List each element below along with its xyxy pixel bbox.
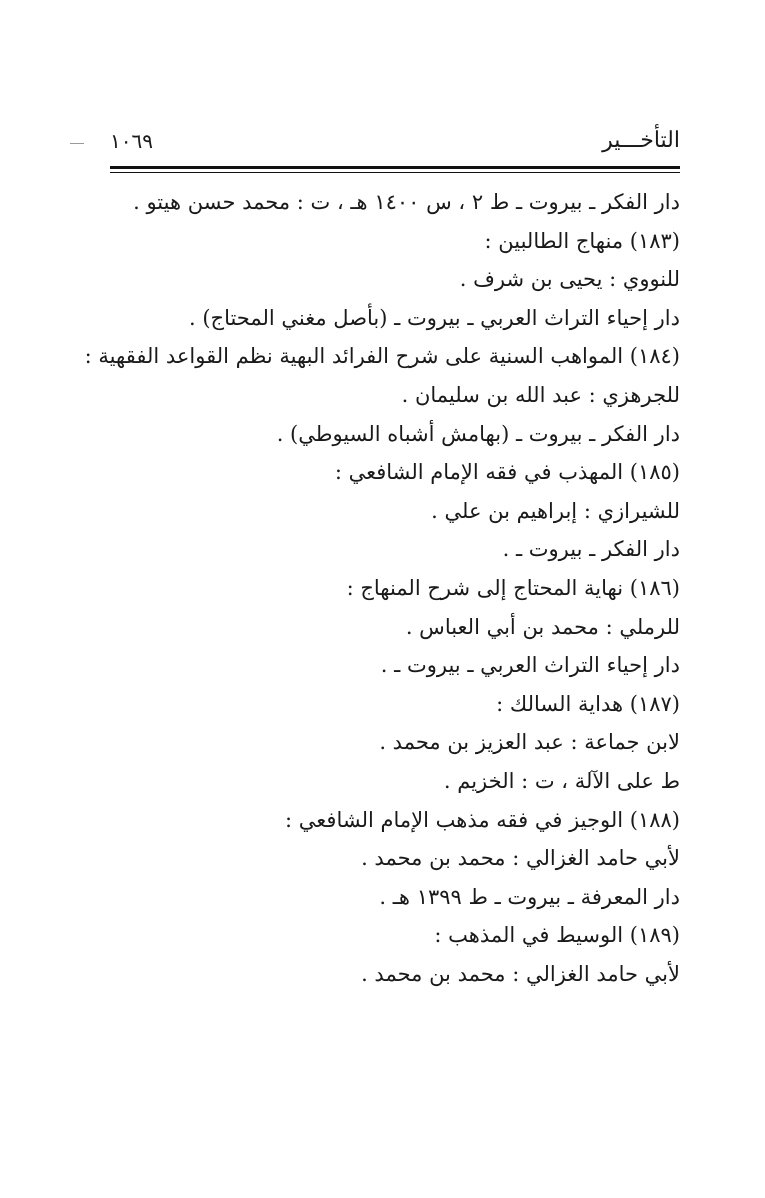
entry-heading: (١٨٧) هداية السالك : bbox=[496, 691, 680, 716]
text-line: للنووي : يحيى بن شرف . bbox=[459, 267, 680, 292]
page-number: ١٠٦٩ bbox=[110, 129, 153, 153]
entry-heading: (١٨٨) الوجيز في فقه مذهب الإمام الشافعي : bbox=[285, 807, 680, 832]
text-line: لأبي حامد الغزالي : محمد بن محمد . bbox=[361, 961, 680, 986]
text-line: ط على الآلة ، ت : الخزيم . bbox=[443, 768, 680, 793]
text-line: دار الفكر ـ بيروت ـ ط ٢ ، س ١٤٠٠ هـ ، ت : محمد حسن هيتو . bbox=[133, 190, 680, 214]
text-line: دار المعرفة ـ بيروت ـ ط ١٣٩٩ هـ . bbox=[379, 884, 680, 909]
entry-heading: (١٨٤) المواهب السنية على شرح الفرائد البهية نظم القواعد الفقهية : bbox=[84, 344, 680, 369]
text-line: للشيرازي : إبراهيم بن علي . bbox=[431, 498, 680, 523]
entry-heading: (١٨٩) الوسيط في المذهب : bbox=[434, 923, 680, 948]
text-line: لأبي حامد الغزالي : محمد بن محمد . bbox=[361, 846, 680, 871]
text-line: لابن جماعة : عبد العزيز بن محمد . bbox=[379, 730, 680, 755]
text-line: دار إحياء التراث العربي ـ بيروت ـ (بأصل مغني المحتاج) . bbox=[188, 305, 680, 330]
margin-mark bbox=[70, 143, 84, 144]
page-header bbox=[110, 124, 680, 158]
entry-heading: (١٨٣) منهاج الطالبين : bbox=[484, 228, 680, 253]
header-rule-thin bbox=[110, 172, 680, 173]
text-line: دار الفكر ـ بيروت ـ (بهامش أشباه السيوطي) . bbox=[276, 421, 680, 446]
text-line: للرملي : محمد بن أبي العباس . bbox=[405, 614, 680, 639]
header-rule-thick bbox=[110, 166, 680, 169]
running-title: التأخـــير bbox=[602, 128, 680, 153]
entry-heading: (١٨٦) نهاية المحتاج إلى شرح المنهاج : bbox=[346, 575, 680, 600]
text-line: دار الفكر ـ بيروت ـ . bbox=[502, 537, 680, 562]
bibliography-list bbox=[84, 183, 680, 993]
text-line: للجرهزي : عبد الله بن سليمان . bbox=[401, 382, 680, 407]
entry-heading: (١٨٥) المهذب في فقه الإمام الشافعي : bbox=[334, 460, 680, 485]
text-line: دار إحياء التراث العربي ـ بيروت ـ . bbox=[380, 653, 680, 678]
